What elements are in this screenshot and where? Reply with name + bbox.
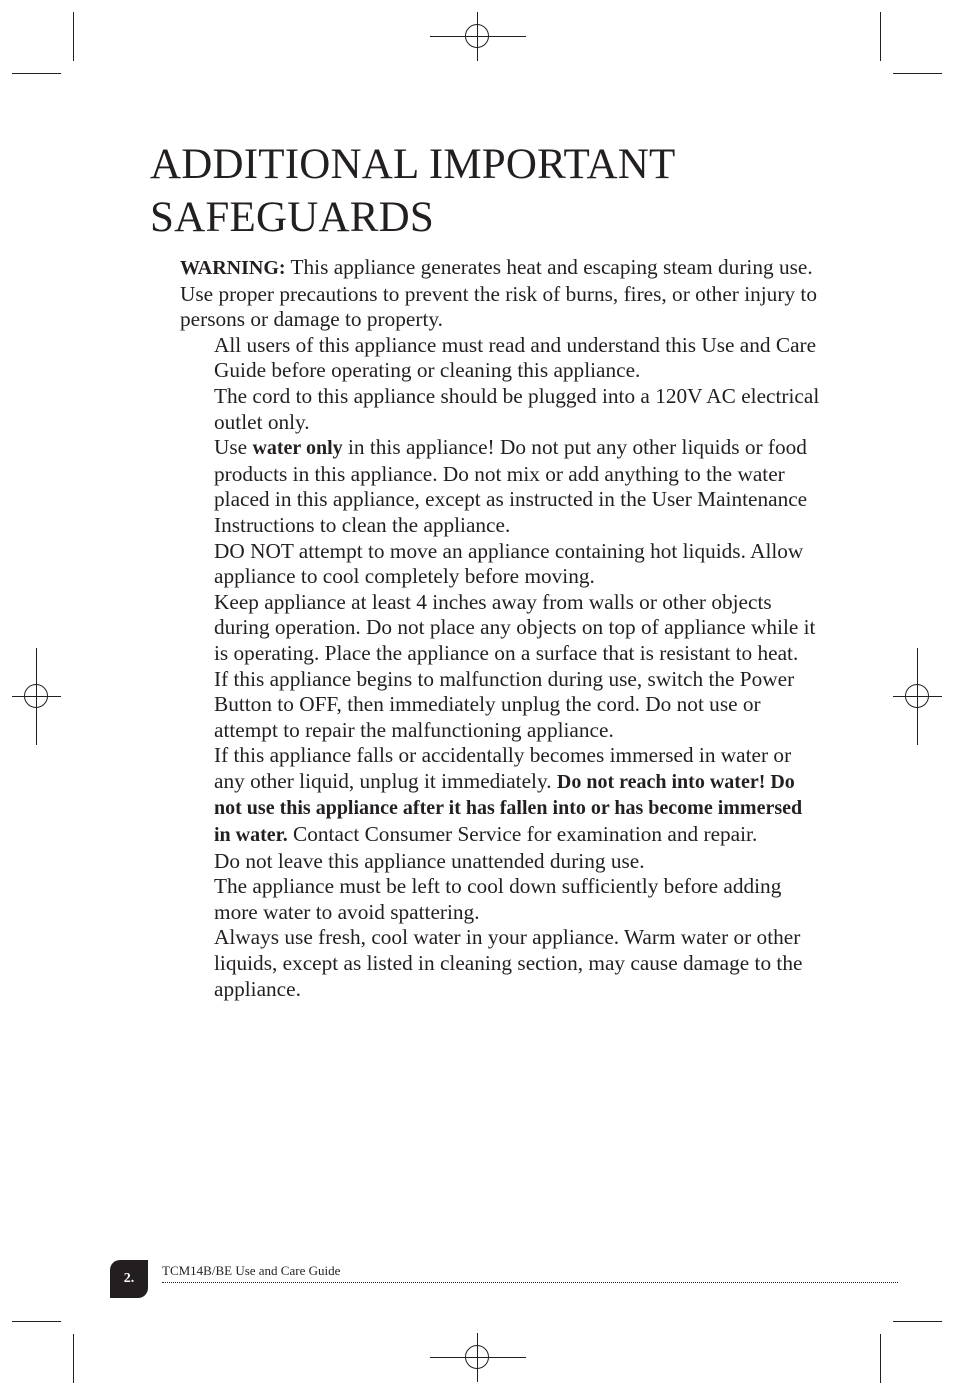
safeguard-emphasis: Do not reach into water! Do not use this appliance after it has fallen into or has become immersed in water. bbox=[214, 770, 803, 847]
safeguards-body bbox=[180, 255, 820, 1002]
warning-text: This appliance generates heat and escaping steam during use. Use proper precautions to prevent the risk of burns, fires, or other injury to persons or damage to property. bbox=[180, 255, 817, 332]
crop-mark-bottom-left-horizontal bbox=[12, 1321, 61, 1322]
safeguard-text: If this appliance falls or accidentally becomes immersed in water or any other liquid, unplug it immediately. bbox=[214, 743, 792, 793]
crop-mark-top-left-horizontal bbox=[12, 73, 61, 74]
page-number: 2. bbox=[110, 1260, 148, 1298]
safeguard-text: Use bbox=[214, 435, 253, 460]
safeguard-emphasis: water only bbox=[252, 437, 343, 460]
crop-mark-top-right-horizontal bbox=[893, 73, 942, 74]
crop-mark-top-left-vertical bbox=[73, 12, 74, 61]
safeguard-item: DO NOT attempt to move an appliance containing hot liquids. Allow appliance to cool completely before moving. bbox=[214, 538, 804, 589]
safeguard-item: If this appliance begins to malfunction during use, switch the Power Button to OFF, then immediately unplug the cord. Do not use or attempt to repair the malfunctioning appliance. bbox=[214, 666, 795, 742]
page-title bbox=[150, 138, 675, 244]
footer-dotted-rule bbox=[162, 1282, 898, 1283]
crop-mark-bottom-left-vertical bbox=[73, 1334, 74, 1383]
crop-mark-bottom-right-vertical bbox=[880, 1334, 881, 1383]
safeguard-item: Do not leave this appliance unattended during use. bbox=[214, 848, 645, 873]
page-title-line-2: SAFEGUARDS bbox=[150, 194, 434, 241]
safeguard-item: Keep appliance at least 4 inches away from walls or other objects during operation. Do not place any objects on top of appliance while it is operating. Place the appliance on a surface that is resistant to heat. bbox=[214, 589, 816, 665]
safeguard-text: Contact Consumer Service for examination and repair. bbox=[287, 822, 758, 847]
safeguard-item: Always use fresh, cool water in your appliance. Warm water or other liquids, except as listed in cleaning section, may cause damage to the appliance. bbox=[214, 925, 803, 1001]
safeguard-text: in this appliance! Do not put any other liquids or food products in this appliance. Do not mix or add anything to the water placed in this appliance, except as instructed in the User Maintenance Instructions to clean the appliance. bbox=[214, 435, 808, 537]
safeguard-item bbox=[180, 435, 820, 538]
footer-guide-title: TCM14B/BE Use and Care Guide bbox=[162, 1263, 341, 1278]
warning-paragraph bbox=[180, 255, 820, 333]
safeguard-item bbox=[180, 743, 820, 848]
safeguard-item: All users of this appliance must read and understand this Use and Care Guide before operating or cleaning this appliance. bbox=[214, 332, 817, 383]
crop-mark-bottom-right-horizontal bbox=[893, 1321, 942, 1322]
crop-mark-top-right-vertical bbox=[880, 12, 881, 61]
page-title-line-1: ADDITIONAL IMPORTANT bbox=[150, 141, 676, 188]
safeguard-item: The cord to this appliance should be plugged into a 120V AC electrical outlet only. bbox=[214, 383, 820, 434]
safeguard-item: The appliance must be left to cool down sufficiently before adding more water to avoid spattering. bbox=[214, 874, 782, 924]
warning-label: WARNING: bbox=[180, 257, 286, 279]
